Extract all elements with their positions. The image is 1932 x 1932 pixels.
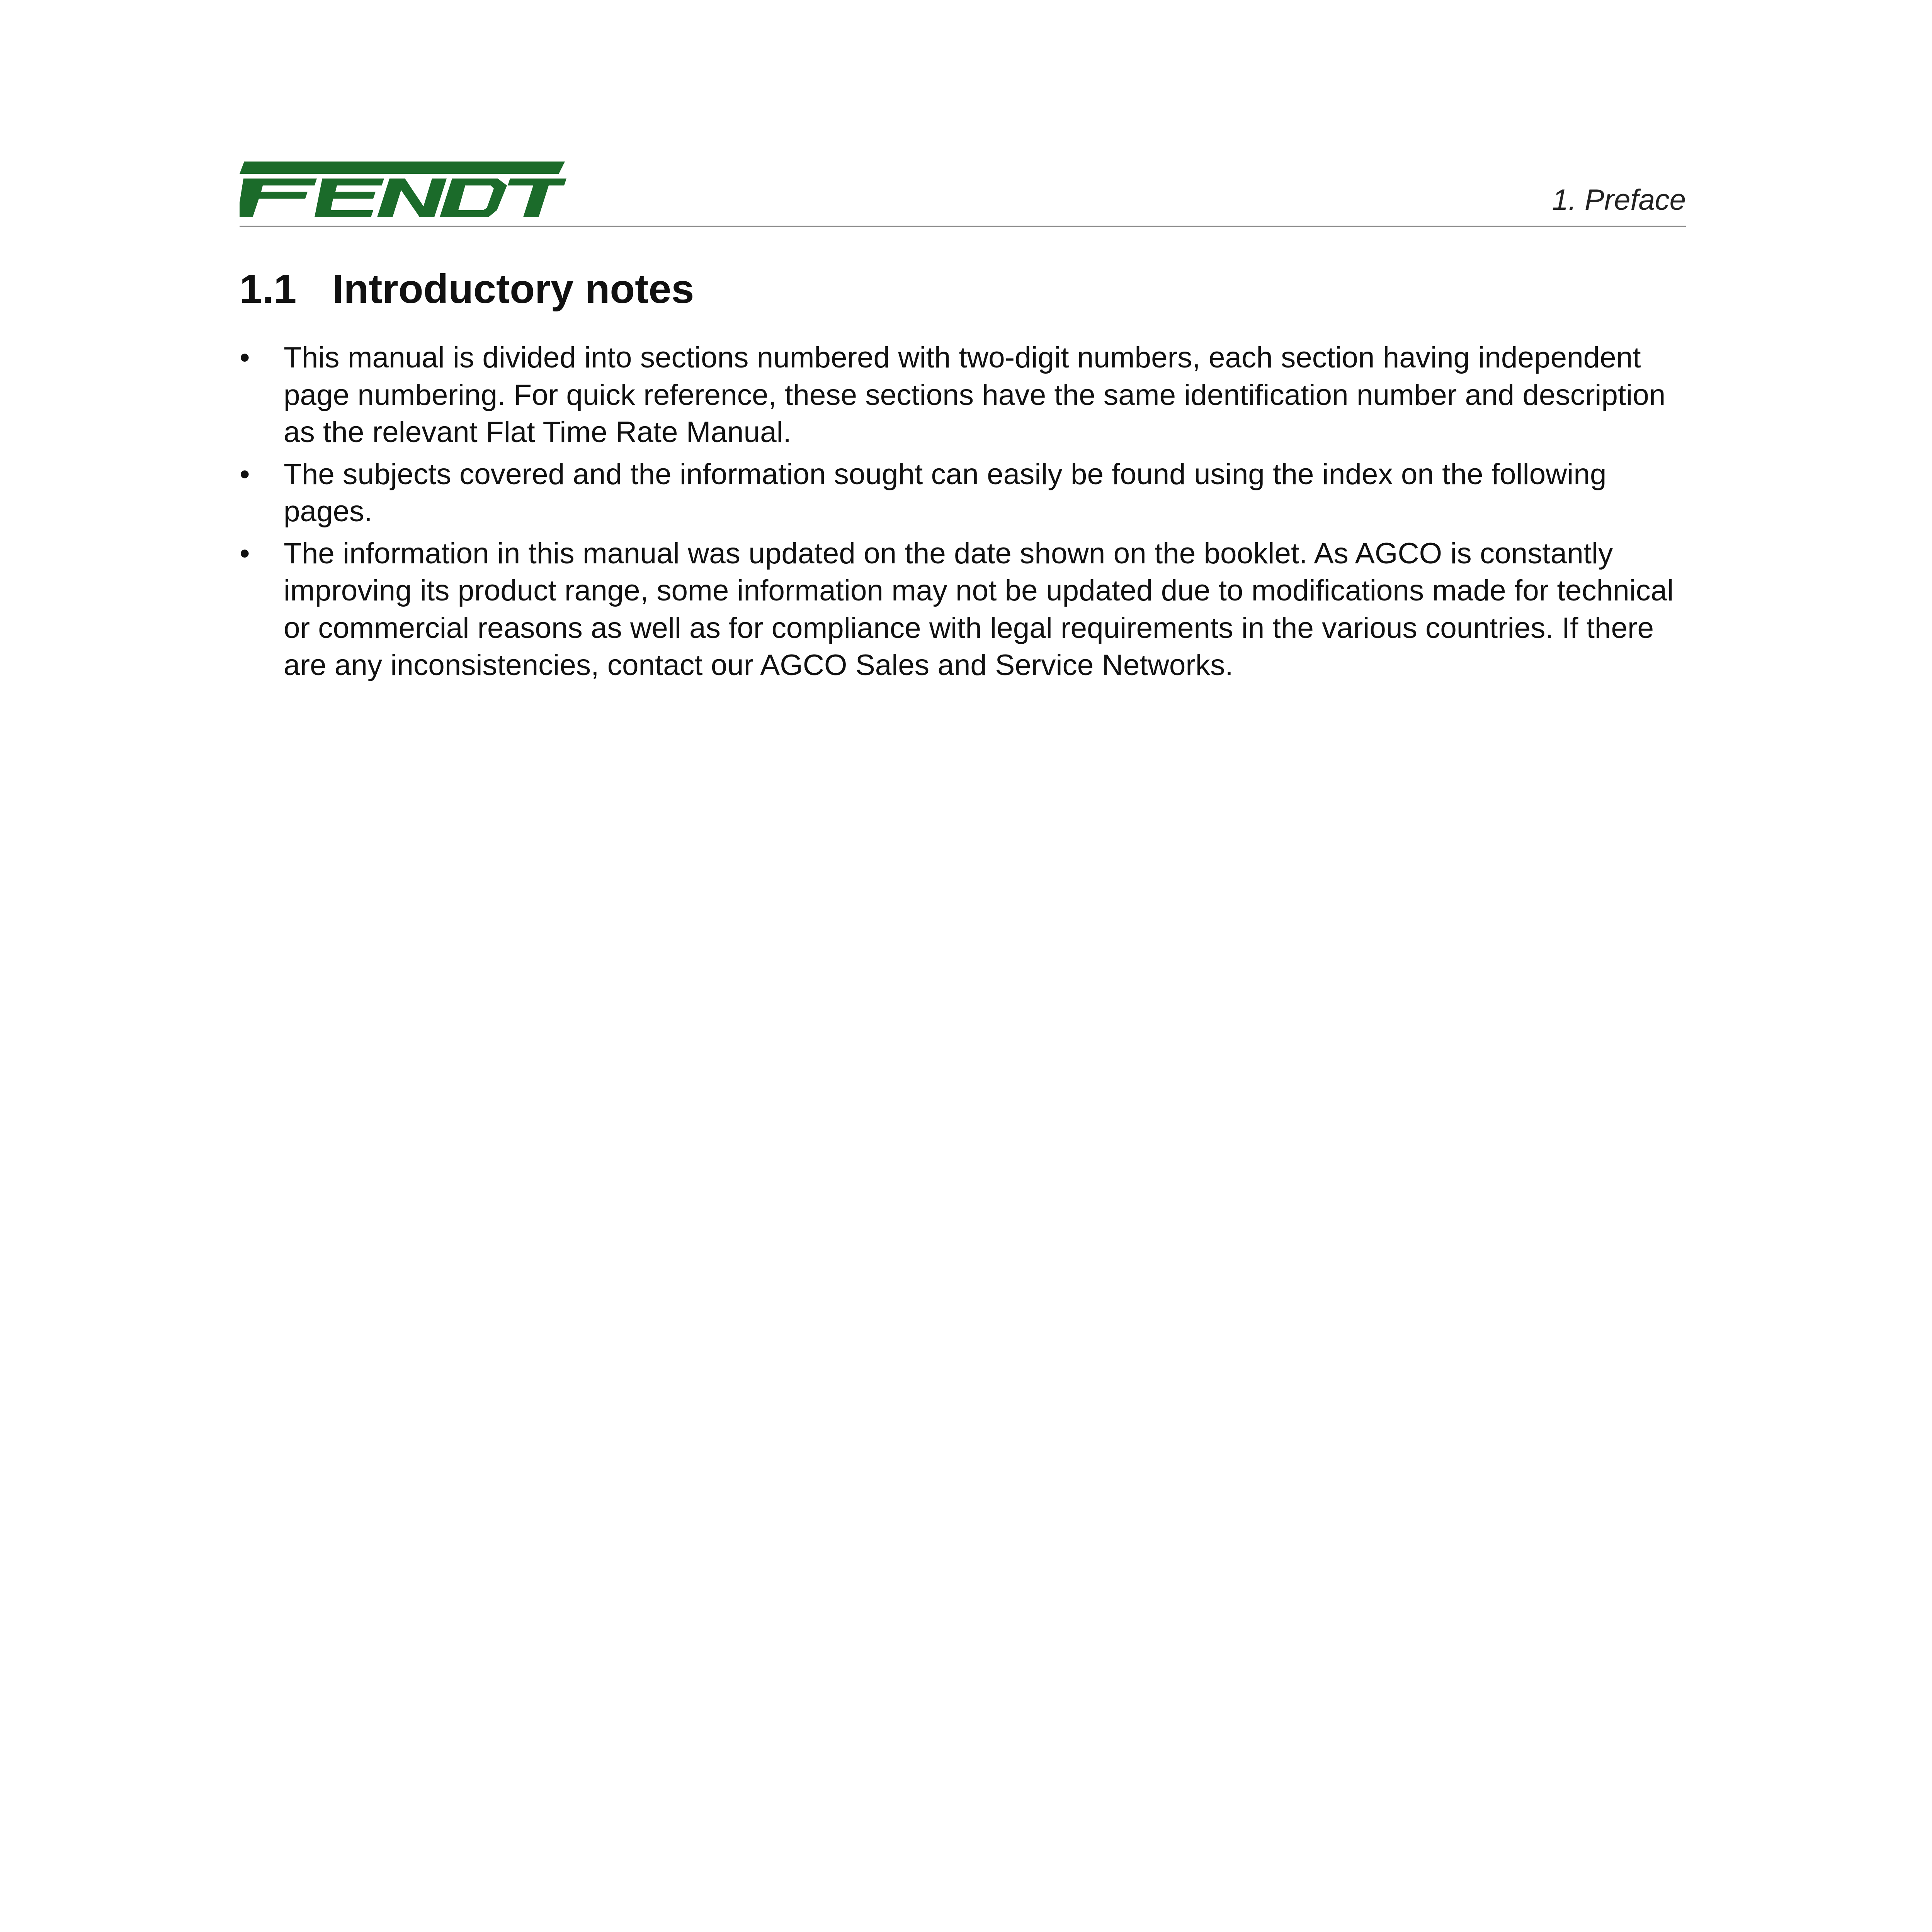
list-item xyxy=(240,339,1692,451)
section-number: 1.1 xyxy=(240,266,297,312)
bullet-icon: • xyxy=(240,537,250,570)
fendt-logo xyxy=(240,158,568,220)
bullet-icon: • xyxy=(240,341,250,374)
introductory-notes-list xyxy=(240,339,1692,689)
header-section-label: 1. Preface xyxy=(1552,184,1686,216)
section-title: Introductory notes xyxy=(332,266,694,312)
section-heading xyxy=(240,266,694,312)
note-text: The subjects covered and the information sought can easily be found using the index on the following pages. xyxy=(284,457,1607,528)
note-text: This manual is divided into sections numbered with two-digit numbers, each section having independent page numbering. For quick reference, these sections have the same identification number and description as the relevant Flat Time Rate Manual. xyxy=(284,341,1666,449)
bullet-icon: • xyxy=(240,457,250,491)
note-text: The information in this manual was updated on the date shown on the booklet. As AGCO is constantly improving its product range, some information may not be updated due to modifications made for technical or commercial reasons as well as for compliance with legal requirements in the various countries. If there are any inconsistencies, contact our AGCO Sales and Service Networks. xyxy=(284,537,1674,682)
header-divider xyxy=(240,226,1686,227)
fendt-logo-graphic xyxy=(240,158,568,220)
list-item xyxy=(240,535,1692,684)
list-item xyxy=(240,456,1692,531)
